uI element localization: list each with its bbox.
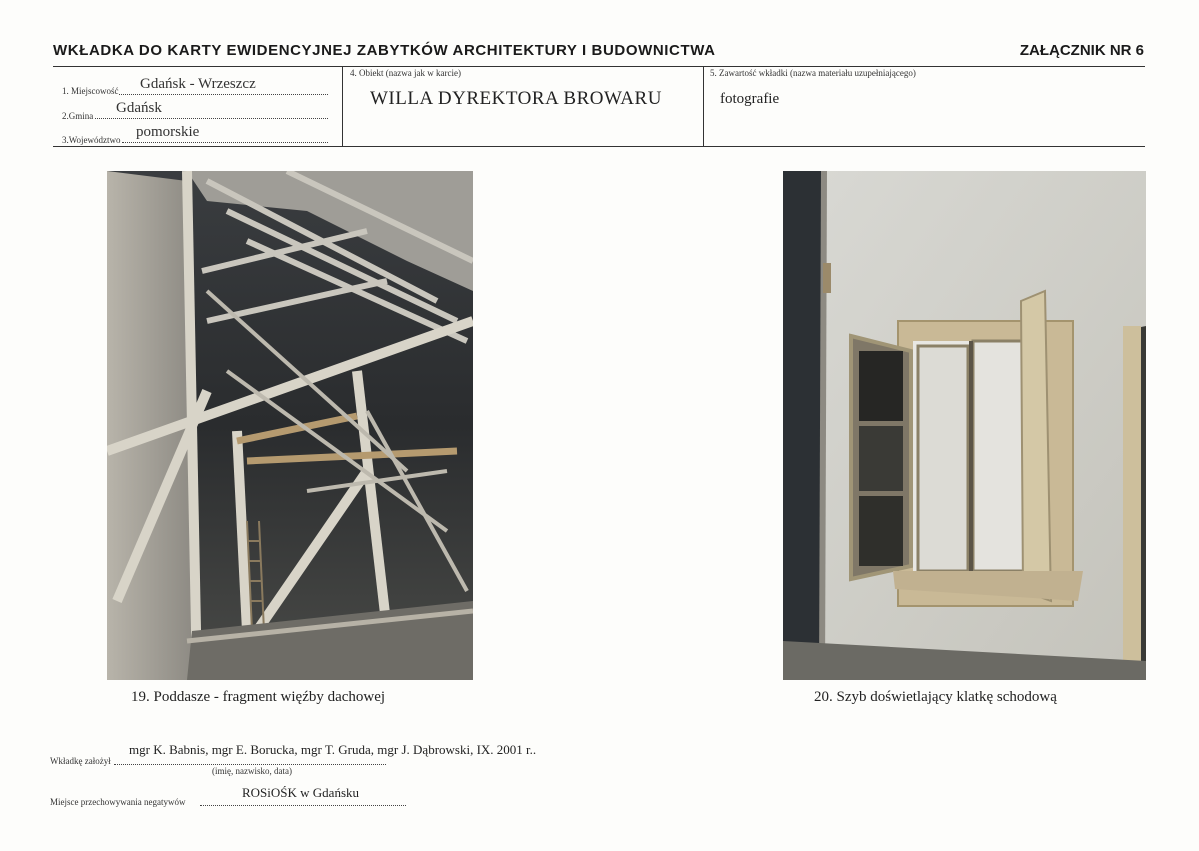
commune-line <box>95 118 328 119</box>
locality-label: 1. Miejscowość <box>62 86 119 96</box>
header-divider-1 <box>342 66 343 146</box>
voivodeship-value: pomorskie <box>136 124 200 140</box>
storage-value: ROSiOŚK w Gdańsku <box>242 785 360 800</box>
object-name: WILLA DYREKTORA BROWARU <box>370 88 662 109</box>
author-line <box>114 764 386 765</box>
attachment-number: ZAŁĄCZNIK NR 6 <box>1019 42 1144 59</box>
photo-caption-20: 20. Szyb doświetlający klatkę schodową <box>814 689 1057 705</box>
storage-label: Miejsce przechowywania negatywów <box>50 797 186 807</box>
commune-label: 2.Gmina <box>62 111 94 121</box>
author-value: mgr K. Babnis, mgr E. Borucka, mgr T. Gruda, mgr J. Dąbrowski, IX. 2001 r.. <box>129 742 537 757</box>
content-label: 5. Zawartość wkładki (nazwa materiału uzupełniającego) <box>710 68 916 78</box>
header-divider-2 <box>703 66 704 146</box>
object-label: 4. Obiekt (nazwa jak w karcie) <box>350 68 461 78</box>
author-hint: (imię, nazwisko, data) <box>212 766 292 776</box>
voivodeship-label: 3.Województwo <box>62 135 121 145</box>
locality-line <box>119 94 328 95</box>
locality-value: Gdańsk - Wrzeszcz <box>140 76 256 92</box>
content-value: fotografie <box>720 91 780 107</box>
storage-line <box>200 805 406 806</box>
header-rule-bottom <box>53 146 1145 147</box>
photo-caption-19: 19. Poddasze - fragment więźby dachowej <box>131 689 386 705</box>
commune-value: Gdańsk <box>116 100 162 116</box>
author-label: Wkładkę założył <box>50 756 111 766</box>
header-rule-top <box>53 66 1145 67</box>
photo-roof-truss <box>107 171 473 680</box>
document-title: WKŁADKA DO KARTY EWIDENCYJNEJ ZABYTKÓW ARCHITEKTURY I BUDOWNICTWA <box>53 42 716 59</box>
photo-stairwell-shaft <box>783 171 1146 680</box>
voivodeship-line <box>122 142 328 143</box>
